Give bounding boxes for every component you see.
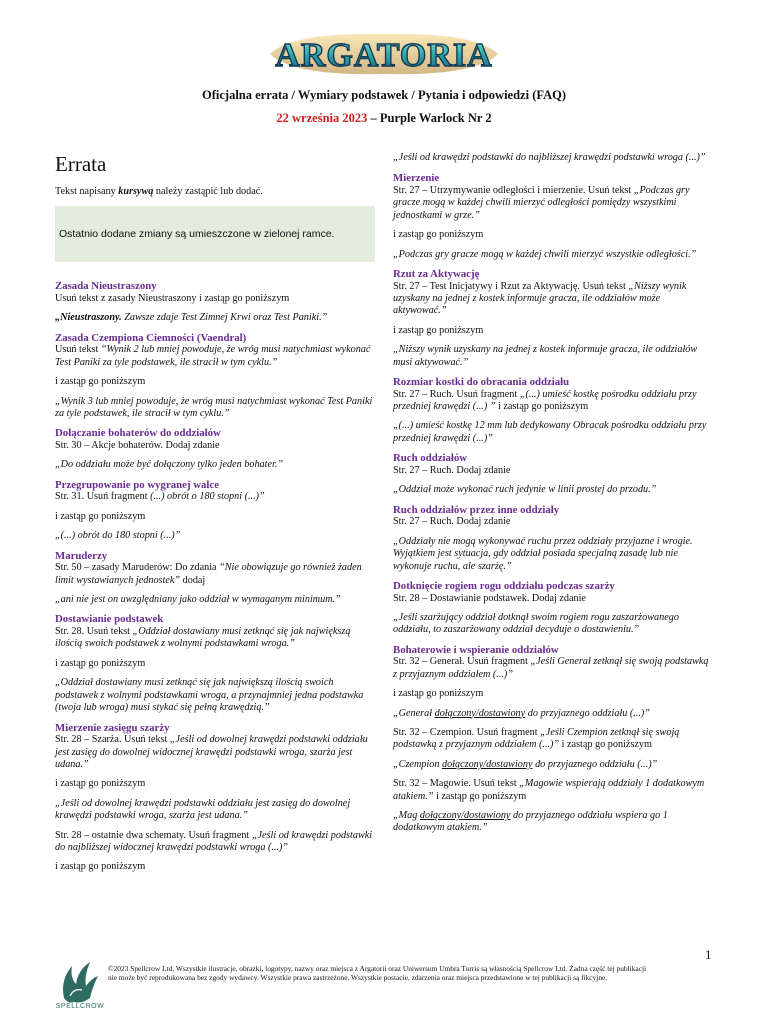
- continued-quote: „Jeśli od krawędzi podstawki do najbliższej krawędzi podstawki wroga (...)”: [393, 152, 706, 163]
- logo-wordmark: ARGATORIA: [275, 37, 493, 74]
- section-ruch-oddzialow: Ruch oddziałów Str. 27 – Ruch. Dodaj zdanie „Oddział może wykonać ruch jedynie w linii prostej do przodu.”: [393, 452, 657, 496]
- section-nieustraszony: Zasada Nieustraszony Usuń tekst z zasady Nieustraszony i zastąp go poniższym „Nieustraszony. Zawsze zdaje Test Zimnej Krwi oraz Test Paniki.”: [55, 280, 375, 324]
- section-rozmiar-kostki: Rozmiar kostki do obracania oddziału Str. 27 – Ruch. Usuń fragment „(...) umieść kostkę pośrodku oddziału przy przedniej krawędzi (...) ” i zastąp go poniższym „(...) umieść kostkę 12 mm lub dedykowany Obracak pośrodku oddziału przy przedniej krawędzi (...)”: [393, 376, 707, 444]
- copyright-footer: ©2023 Spellcrow Ltd. Wszystkie ilustracje, obrazki, logotypy, nazwy oraz miejsca z Argatorii oraz Uniwersum Umbra Turris są własnością Spellcrow Ltd. Żadna część tej publikacji nie może być reprodukowana bez zgody wydawcy. Wszystkie prawa zastrzeżone. Wszystkie postacie, zdarzenia oraz miejsca przedstawione w tej publikacji są fikcyjne.: [108, 964, 647, 982]
- left-column: [55, 152, 375, 881]
- section-ruch-przez-oddzialy: Ruch oddziałów przez inne oddziały Str. 27 – Ruch. Dodaj zdanie „Oddziały nie mogą wykonywać ruchu przez oddziały przyjazne i wrogie. Wyjątkiem jest sytuacja, gdy oddział posiada specjalną zasadę lub nie wykonuje ruchu, ale szarżę.”: [393, 503, 693, 572]
- document-date: [0, 111, 768, 126]
- section-bohaterowie-wspieranie: Bohaterowie i wspieranie oddziałów Str. 32 – Generał. Usuń fragment „Jeśli Generał zetknął się swoją podstawką z przyjaznym oddziałem (...)” i zastąp go poniższym „Generał dołączony/dostawiony do przyjaznego oddziału (...)” Str. 32 – Czempion. Usuń fragment „Jeśli Czempion zetknął się swoją podstawką z przyjaznym oddziałem (...)” i zastąp go poniższym „Czempion dołączony/dostawiony do przyjaznego oddziału (...)” Str. 32 – Magowie. Usuń tekst „Magowie wspierają oddziały 1 dodatkowym atakiem.” i zastąp go poniższym „Mag dołączony/dostawiony do przyjaznego oddziału wspiera go 1 dodatkowym atakiem.”: [393, 643, 709, 834]
- green-notice-box: Ostatnio dodane zmiany są umieszczone w zielonej ramce.: [55, 206, 375, 262]
- section-mierzenie: Mierzenie Str. 27 – Utrzymywanie odległości i mierzenie. Usuń tekst „Podczas gry gracze mogą w każdej chwili mierzyć odległości pomiędzy wszystkimi jednostkami w grze.” i zastąp go poniższym „Podczas gry gracze mogą w każdej chwili mierzyć wszystkie odległości.”: [393, 172, 697, 260]
- section-przegrupowanie: Przegrupowanie po wygranej walce Str. 31. Usuń fragment (...) obrót o 180 stopni (...)” i zastąp go poniższym „(...) obrót do 180 stopni (...)”: [55, 478, 265, 542]
- errata-heading: Errata: [55, 152, 107, 176]
- section-czempion-ciemnosci: Zasada Czempiona Ciemności (Vaendral) Usuń tekst “Wynik 2 lub mniej powoduje, że wróg musi natychmiast wykonać Test Paniki za tyle podstawek, ile stracił w tym cyklu.” i zastąp go poniższym „Wynik 3 lub mniej powoduje, że wróg musi natychmiast wykonać Test Paniki za tyle podstawek, ile stracił w tym cyklu.”: [55, 331, 373, 420]
- section-dolaczanie-bohaterow: Dołączanie bohaterów do oddziałów Str. 30 – Akcje bohaterów. Dodaj zdanie „Do oddziału może być dołączony tylko jeden bohater.”: [55, 427, 284, 471]
- spellcrow-brand: SPELLCROW: [55, 1003, 105, 1010]
- document-title: Oficjalna errata / Wymiary podstawek / Pytania i odpowiedzi (FAQ): [202, 88, 566, 102]
- date-red: 22 września 2023: [276, 111, 368, 125]
- date-rest: – Purple Warlock Nr 2: [367, 111, 492, 125]
- section-maruderzy: Maruderzy Str. 50 – zasady Maruderów: Do zdania “Nie obowiązuje go również żaden limit wystawianych jednostek” dodaj „ani nie jest on uwzględniany jako oddział w wymaganym minimum.”: [55, 549, 362, 606]
- section-dostawianie-podstawek: Dostawianie podstawek Str. 28. Usuń tekst „Oddział dostawiany musi zetknąć się jak największą ilością swoich podstawek z wolnymi podstawkami wroga.” i zastąp go poniższym „Oddział dostawiany musi zetknąć się jak największą ilością swoich podstawek z wolnymi podstawkami wroga, a przynajmniej jedna podstawka (twoja lub wroga) musi stykać się pełną krawędzią.”: [55, 613, 364, 714]
- page-number: 1: [705, 947, 712, 962]
- section-rzut-za-aktywacje: Rzut za Aktywację Str. 27 – Test Inicjatywy i Rzut za Aktywację. Usuń tekst „Niższy wynik uzyskany na jednej z kostek informuje gracza, ile oddziałów może aktywować.” i zastąp go poniższym „Niższy wynik uzyskany na jednej z kostek informuje gracza, ile oddziałów musi aktywować.”: [393, 268, 698, 368]
- intro-text: Tekst napisany kursywą należy zastąpić lub dodać.: [55, 186, 263, 197]
- argatoria-logo: [262, 24, 506, 84]
- section-title: Zasada Nieustraszony: [55, 280, 157, 293]
- right-column: [393, 152, 711, 842]
- section-dotkniecie-rogiem: Dotknięcie rogiem rogu oddziału podczas szarży Str. 28 – Dostawianie podstawek. Dodaj zdanie „Jeśli szarżujący oddział dotknął swoim rogiem rogu zaszarżowanego oddziału, to zaszarżowany oddział decyduje o dostawieniu.”: [393, 579, 679, 636]
- section-mierzenie-zasiegu-szarzy: Mierzenie zasięgu szarży Str. 28 – Szarża. Usuń tekst „Jeśli od dowolnej krawędzi podstawki oddziału jest zasięg do dowolnej widocznej krawędzi podstawki wroga, szarża jest udana.” i zastąp go poniższym „Jeśli od dowolnej krawędzi podstawki oddziału jest zasięg do dowolnej krawędzi podstawki wroga, szarża jest udana.” Str. 28 – ostatnie dwa schematy. Usuń fragment „Jeśli od krawędzi podstawki do najbliższej widocznej krawędzi podstawki wroga (...)” i zastąp go poniższym: [55, 721, 373, 873]
